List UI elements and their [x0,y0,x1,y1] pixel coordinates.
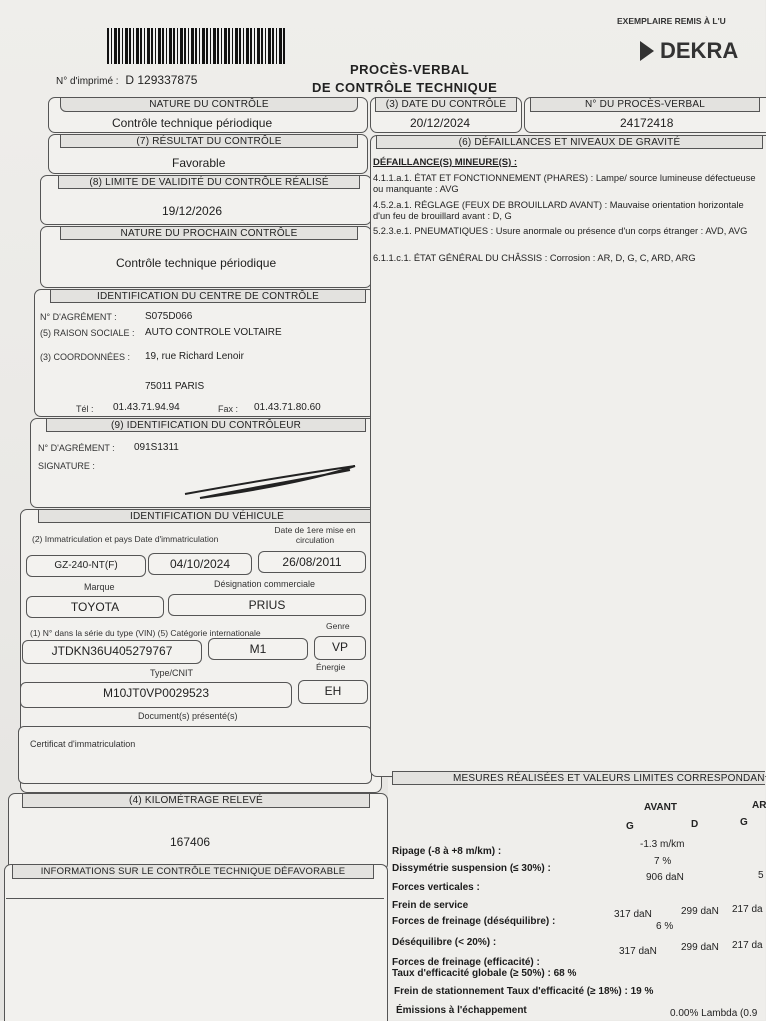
energie-label: Énergie [316,662,346,672]
imprime-label: N° d'imprimé : [56,76,119,87]
frein-service-label: Frein de service [392,900,469,911]
col-g-avant: G [626,821,634,832]
controleur-signature-label: SIGNATURE : [38,461,95,471]
nature-value: Contrôle technique périodique [112,116,273,130]
controleur-label: (9) IDENTIFICATION DU CONTRÔLEUR [46,418,366,432]
designation-label: Désignation commerciale [214,579,316,589]
centre-agrement-label: N° D'AGRÉMENT : [40,312,117,322]
dissymetrie-right: 5 [758,870,764,881]
dissymetrie-label: Dissymétrie suspension (≤ 30%) : [392,863,551,874]
defaillances-label: (6) DÉFAILLANCES ET NIVEAUX DE GRAVITÉ [376,135,763,149]
centre-fax-value: 01.43.71.80.60 [254,402,321,413]
doc-title-2: DE CONTRÔLE TECHNIQUE [312,80,498,95]
date-immat-field: 04/10/2024 [148,553,252,575]
date-label: (3) DATE DU CONTRÔLE [375,97,517,112]
ripage-value: -1.3 m/km [640,839,685,850]
energie-field: EH [298,680,368,704]
limite-value: 19/12/2026 [162,204,223,218]
controleur-agrement-value: 091S1311 [134,442,179,453]
forces-verticales-label: Forces verticales : [392,882,480,893]
vin-field: JTDKN36U405279767 [22,640,202,664]
emissions-label: Émissions à l'échappement [396,1005,527,1016]
documents-label: Document(s) présenté(s) [138,711,238,721]
centre-raison-value: AUTO CONTROLE VOLTAIRE [145,327,282,338]
vin-label: (1) N° dans la série du type (VIN) (5) Catégorie internationale [30,628,261,638]
prochain-label: NATURE DU PROCHAIN CONTRÔLE [60,226,358,240]
forces-efficacite-d: 299 daN [681,942,719,953]
nature-label: NATURE DU CONTRÔLE [60,97,358,112]
mise-field: 26/08/2011 [258,551,366,573]
imprime-number [56,73,197,87]
marque-label: Marque [84,582,115,592]
forces-desequilibre-label: Forces de freinage (déséquilibre) : [392,916,556,927]
signature-scribble [180,462,365,502]
dekra-arrow-icon [640,41,654,61]
centre-address-1: 19, rue Richard Lenoir [145,351,244,362]
date-value: 20/12/2024 [410,116,471,130]
mesures-panel [388,778,765,1020]
barcode [107,28,287,64]
taux-efficacite-label: Taux d'efficacité globale (≥ 50%) : 68 % [392,968,577,979]
centre-raison-label: (5) RAISON SOCIALE : [40,328,135,338]
desequilibre-label: Déséquilibre (< 20%) : [392,937,497,948]
desequilibre-value: 6 % [656,921,674,932]
defavorable-box [4,864,388,1021]
pv-label: N° DU PROCÈS-VERBAL [530,97,760,112]
pv-value: 24172418 [620,116,674,130]
ar-label: AR [752,800,766,811]
frein-stationnement-label: Frein de stationnement Taux d'efficacité (≥ 18%) : 19 % [394,986,654,997]
forces-efficacite-r: 217 da [732,940,763,951]
forces-desequilibre-d: 299 daN [681,906,719,917]
centre-agrement-value: S075D066 [145,311,193,322]
mesures-label: MESURES RÉALISÉES ET VALEURS LIMITES CORRESPONDAN [392,771,765,785]
defaillance-item-2: 4.5.2.a.1. RÉGLAGE (FEUX DE BROUILLARD AVANT) : Mauvaise orientation horizontale d'un feu de brouillard avant : D, G [373,200,744,221]
avant-label: AVANT [644,802,677,813]
forces-efficacite-label: Forces de freinage (efficacité) : [392,957,540,968]
prochain-value: Contrôle technique périodique [116,256,277,270]
emissions-value: 0.00% Lambda (0.9 [670,1008,758,1019]
forces-efficacite-g: 317 daN [619,946,657,957]
genre-label: Genre [326,621,350,631]
centre-tel-value: 01.43.71.94.94 [113,402,180,413]
genre-field: VP [314,636,366,660]
kilometrage-value: 167406 [170,835,211,849]
documents-box [18,726,372,784]
exemplaire-text: EXEMPLAIRE REMIS À L'U [617,16,726,26]
designation-field: PRIUS [168,594,366,616]
type-field: M10JT0VP0029523 [20,682,292,708]
centre-label: IDENTIFICATION DU CENTRE DE CONTRÔLE [50,289,366,303]
doc-title-1: PROCÈS-VERBAL [350,62,470,77]
col-d-avant: D [691,819,699,830]
vehicule-label: IDENTIFICATION DU VÉHICULE [38,509,376,523]
defavorable-line [6,898,384,899]
defaillances-heading: DÉFAILLANCE(S) MINEURE(S) : [373,157,518,168]
controleur-agrement-label: N° D'AGRÉMENT : [38,443,115,453]
ripage-label: Ripage (-8 à +8 m/km) : [392,846,502,857]
centre-tel-label: Tél : [76,404,94,414]
categorie-field: M1 [208,638,308,660]
forces-desequilibre-g: 317 daN [614,909,652,920]
documents-value: Certificat d'immatriculation [30,739,136,749]
dissymetrie-value: 7 % [654,856,672,867]
imprime-value: D 129337875 [125,73,198,87]
forces-desequilibre-r: 217 da [732,904,763,915]
immat-field: GZ-240-NT(F) [26,555,146,577]
centre-address-2: 75011 PARIS [145,381,205,392]
brand-name: DEKRA [660,38,739,63]
marque-field: TOYOTA [26,596,164,618]
resultat-value: Favorable [172,156,226,170]
defaillance-item-3: 5.2.3.e.1. PNEUMATIQUES : Usure anormale ou présence d'un corps étranger : AVD, AVG [373,226,748,236]
centre-coord-label: (3) COORDONNÉES : [40,352,131,362]
kilometrage-label: (4) KILOMÉTRAGE RELEVÉ [22,793,370,808]
col-g-ar: G [740,817,748,828]
dekra-logo [640,38,738,64]
centre-fax-label: Fax : [218,404,239,414]
dissymetrie-dan: 906 daN [646,872,684,883]
limite-label: (8) LIMITE DE VALIDITÉ DU CONTRÔLE RÉALISÉ [58,175,360,189]
resultat-label: (7) RÉSULTAT DU CONTRÔLE [60,134,358,148]
defavorable-label: INFORMATIONS SUR LE CONTRÔLE TECHNIQUE DÉFAVORABLE [12,864,374,879]
mise-label: Date de 1ere mise en circulation [274,525,356,545]
defaillance-item-4: 6.1.1.c.1. ÉTAT GÉNÉRAL DU CHÂSSIS : Corrosion : AR, D, G, C, ARD, ARG [373,253,696,263]
immat-label: (2) Immatriculation et pays Date d'immatriculation [32,534,219,544]
type-label: Type/CNIT [150,668,194,678]
defaillance-item-1: 4.1.1.a.1. ÉTAT ET FONCTIONNEMENT (PHARES) : Lampe/ source lumineuse défectueuse ou manquante : AVG [373,173,756,194]
